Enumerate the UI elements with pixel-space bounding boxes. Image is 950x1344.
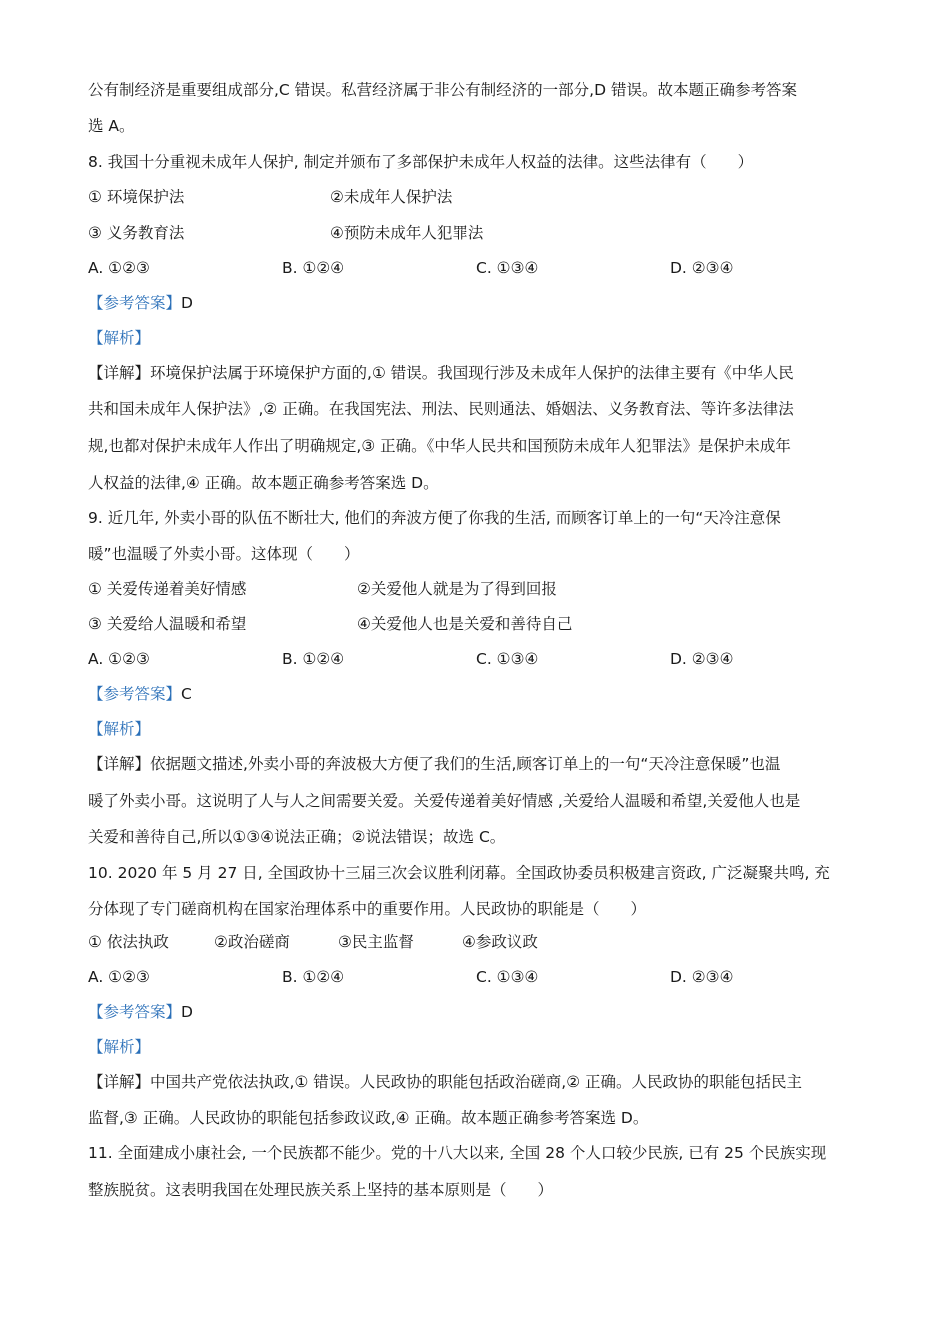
q9-statement-1: ① 关爱传递着美好情感 [88, 580, 247, 598]
q10-statement-2: ②政治磋商 [214, 933, 290, 951]
q8-statement-3: ③ 义务教育法 [88, 224, 185, 242]
q10-detail-line-2: 监督,③ 正确。人民政协的职能包括参政议政,④ 正确。故本题正确参考答案选 D。 [88, 1109, 649, 1127]
question-10-stem-line-2: 分体现了专门磋商机构在国家治理体系中的重要作用。人民政协的职能是（ ） [88, 900, 647, 918]
q8-choice-c: C. ①③④ [476, 259, 539, 277]
q8-choice-a: A. ①②③ [88, 259, 150, 277]
question-8-stem: 8. 我国十分重视未成年人保护, 制定并颁布了多部保护未成年人权益的法律。这些法律有（ ） [88, 153, 754, 171]
detail-label: 【详解】 [88, 364, 151, 382]
question-9-stem-line-1: 9. 近几年, 外卖小哥的队伍不断壮大, 他们的奔波方便了你我的生活, 而顾客订单上的一句“天冷注意保 [88, 509, 781, 527]
paragraph-line: 公有制经济是重要组成部分,C 错误。私营经济属于非公有制经济的一部分,D 错误。故本题正确参考答案 [88, 81, 797, 99]
q9-choice-c: C. ①③④ [476, 650, 539, 668]
q10-statement-1: ① 依法执政 [88, 933, 169, 951]
paragraph-line: 选 A。 [88, 117, 135, 135]
question-11-stem-line-1: 11. 全面建成小康社会, 一个民族都不能少。党的十八大以来, 全国 28 个人口较少民族, 已有 25 个民族实现 [88, 1144, 827, 1162]
q9-statement-2: ②关爱他人就是为了得到回报 [357, 580, 557, 598]
q8-answer [88, 293, 862, 313]
q9-statement-3: ③ 关爱给人温暖和希望 [88, 615, 247, 633]
q10-choice-b: B. ①②④ [282, 968, 345, 986]
q10-detail-line-1 [88, 1072, 862, 1092]
detail-text: 环境保护法属于环境保护方面的,① 错误。我国现行涉及未成年人保护的法律主要有《中华人民 [150, 364, 794, 382]
answer-label: 【参考答案】 [88, 1003, 182, 1021]
detail-label: 【详解】 [88, 1073, 151, 1091]
q9-answer [88, 684, 862, 704]
detail-text: 依据题文描述,外卖小哥的奔波极大方便了我们的生活,顾客订单上的一句“天冷注意保暖”也温 [150, 755, 781, 773]
q8-choice-b: B. ①②④ [282, 259, 345, 277]
q8-choice-d: D. ②③④ [670, 259, 734, 277]
q9-detail-line-2: 暖了外卖小哥。这说明了人与人之间需要关爱。关爱传递着美好情感 ,关爱给人温暖和希望,关爱他人也是 [88, 792, 801, 810]
q8-detail-line-4: 人权益的法律,④ 正确。故本题正确参考答案选 D。 [88, 474, 439, 492]
detail-text: 中国共产党依法执政,① 错误。人民政协的职能包括政治磋商,② 正确。人民政协的职能包括民主 [150, 1073, 803, 1091]
q8-statement-1: ① 环境保护法 [88, 188, 185, 206]
q9-analysis-label: 【解析】 [88, 720, 151, 738]
question-9-stem-line-2: 暖”也温暖了外卖小哥。这体现（ ） [88, 545, 360, 563]
question-11-stem-line-2: 整族脱贫。这表明我国在处理民族关系上坚持的基本原则是（ ） [88, 1181, 554, 1199]
q9-detail-line-3: 关爱和善待自己,所以①③④说法正确；②说法错误；故选 C。 [88, 828, 506, 846]
q9-choice-b: B. ①②④ [282, 650, 345, 668]
q9-choice-a: A. ①②③ [88, 650, 150, 668]
q8-detail-line-2: 共和国未成年人保护法》,② 正确。在我国宪法、刑法、民则通法、婚姻法、义务教育法、等许多法律法 [88, 400, 794, 418]
q10-choice-a: A. ①②③ [88, 968, 150, 986]
q10-statement-4: ④参政议政 [462, 933, 538, 951]
q8-statement-2: ②未成年人保护法 [330, 188, 453, 206]
q8-detail-line-3: 规,也都对保护未成年人作出了明确规定,③ 正确。《中华人民共和国预防未成年人犯罪法》是保护未成年 [88, 437, 791, 455]
q10-choice-d: D. ②③④ [670, 968, 734, 986]
q8-detail-line-1 [88, 363, 862, 383]
q8-analysis-label: 【解析】 [88, 329, 151, 347]
question-10-stem-line-1: 10. 2020 年 5 月 27 日, 全国政协十三届三次会议胜利闭幕。全国政协委员积极建言资政, 广泛凝聚共鸣, 充 [88, 864, 830, 882]
q8-statement-4: ④预防未成年人犯罪法 [330, 224, 484, 242]
q9-choice-d: D. ②③④ [670, 650, 734, 668]
detail-label: 【详解】 [88, 755, 151, 773]
q10-answer [88, 1002, 862, 1022]
answer-value: D [181, 1003, 193, 1021]
q9-statement-4: ④关爱他人也是关爱和善待自己 [357, 615, 573, 633]
q9-detail-line-1 [88, 754, 862, 774]
q10-statement-3: ③民主监督 [338, 933, 414, 951]
answer-value: C [181, 685, 192, 703]
answer-label: 【参考答案】 [88, 685, 182, 703]
q10-analysis-label: 【解析】 [88, 1038, 151, 1056]
answer-label: 【参考答案】 [88, 294, 182, 312]
answer-value: D [181, 294, 193, 312]
q10-choice-c: C. ①③④ [476, 968, 539, 986]
